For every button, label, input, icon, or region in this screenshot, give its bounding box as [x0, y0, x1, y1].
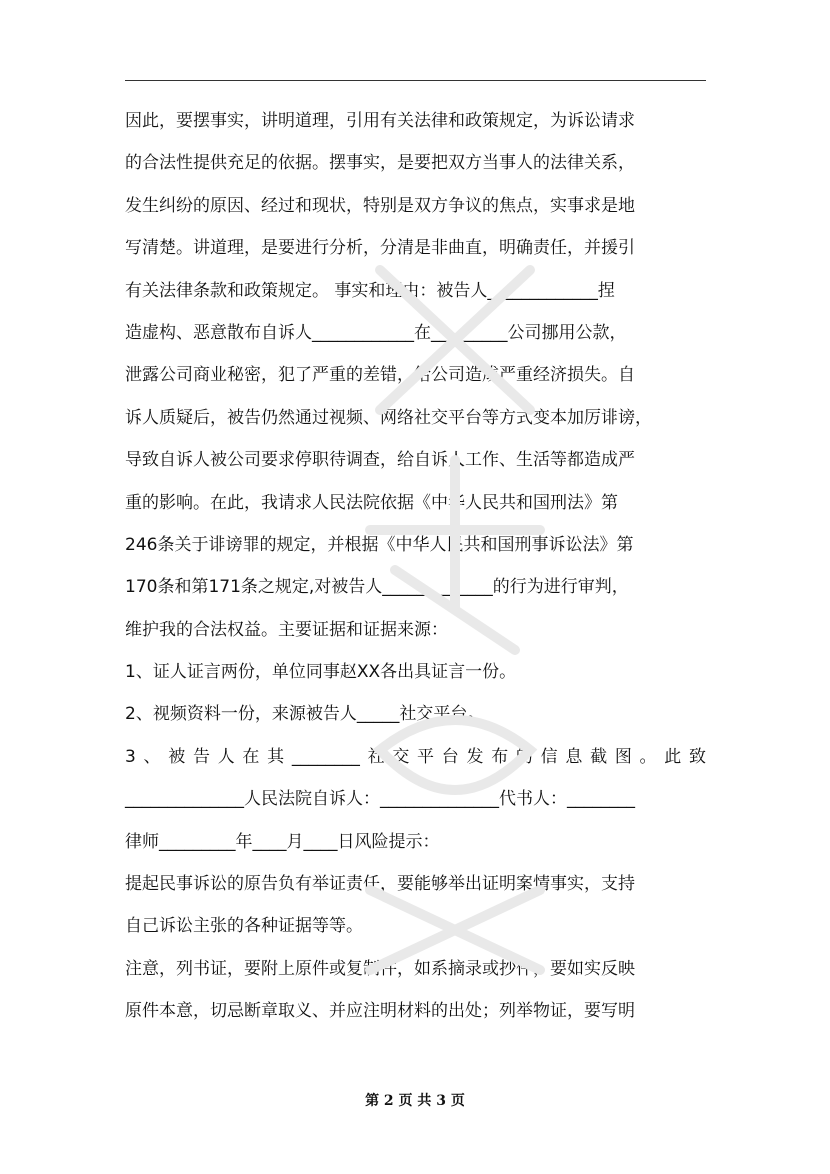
text-line-5: 有关法律条款和政策规定。 事实和理由：被告人_____________捏	[125, 280, 615, 301]
text-line-8: 诉人质疑后，被告仍然通过视频、网络社交平台等方式变本加厉诽谤，	[125, 407, 652, 428]
document-body	[125, 100, 706, 1033]
text-line-19: 提起民事诉讼的原告负有举证责任，要能够举出证明案情事实，支持	[125, 874, 635, 895]
text-line-16: 3、被告人在其________社交平台发布的信息截图。此致	[125, 746, 706, 767]
text-line-10: 重的影响。在此，我请求人民法院依据《中华人民共和国刑法》第	[125, 492, 618, 513]
text-line-13: 维护我的合法权益。主要证据和证据来源：	[125, 619, 448, 640]
text-line-21: 注意，列书证，要附上原件或复制件，如系摘录或抄件，要如实反映	[125, 958, 635, 979]
text-line-14: 1、证人证言两份，单位同事赵XX各出具证言一份。	[125, 662, 517, 683]
text-line-2: 的合法性提供充足的依据。摆事实，是要把双方当事人的法律关系，	[125, 153, 635, 174]
text-line-20: 自己诉讼主张的各种证据等等。	[125, 916, 363, 937]
text-line-6: 造虚构、恶意散布自诉人____________在_________公司挪用公款，	[125, 322, 627, 343]
text-line-12: 170条和第171条之规定,对被告人_____________的行为进行审判，	[125, 577, 629, 598]
text-line-9: 导致自诉人被公司要求停职待调查，给自诉人工作、生活等都造成严	[125, 450, 635, 471]
text-line-3: 发生纠纷的原因、经过和现状，特别是双方争议的焦点，实事求是地	[125, 195, 635, 216]
header-rule	[125, 80, 706, 81]
text-line-7: 泄露公司商业秘密，犯了严重的差错，给公司造成严重经济损失。自	[125, 365, 635, 386]
text-line-17: ______________人民法院自诉人：______________代书人：________	[125, 789, 635, 810]
text-line-11: 246条关于诽谤罪的规定，并根据《中华人民共和国刑事诉讼法》第	[125, 534, 634, 555]
page-number-footer: 第 2 页 共 3 页	[365, 1093, 465, 1109]
text-line-4: 写清楚。讲道理，是要进行分析，分清是非曲直，明确责任，并援引	[125, 238, 635, 259]
text-line-22: 原件本意，切忌断章取义、并应注明材料的出处；列举物证，要写明	[125, 1001, 635, 1022]
text-line-15: 2、视频资料一份，来源被告人_____社交平台。	[125, 704, 485, 725]
text-line-18: 律师_________年____月____日风险提示：	[125, 831, 440, 852]
text-line-1: 因此，要摆事实，讲明道理，引用有关法律和政策规定，为诉讼请求	[125, 111, 635, 131]
